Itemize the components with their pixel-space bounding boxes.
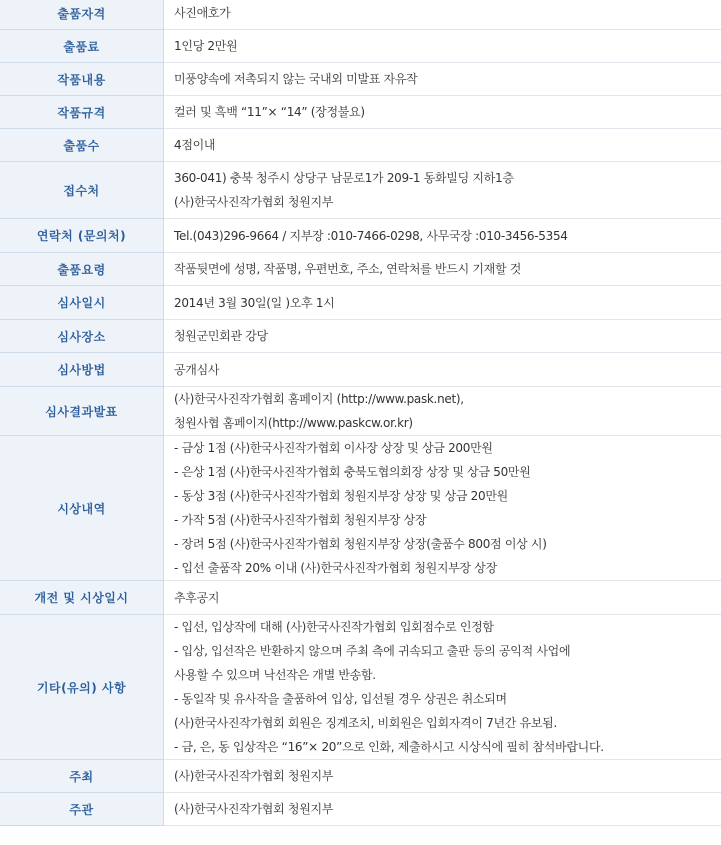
row-value-line: (사)한국사진작가협회 청원지부: [174, 769, 334, 783]
row-value: [164, 63, 721, 96]
row-value: [164, 436, 721, 581]
row-value-line: - 동상 3점 (사)한국사진작가협회 청원지부장 상장 및 상금 20만원: [174, 489, 508, 503]
row-label: 개전 및 시상일시: [0, 581, 164, 615]
row-label: 주최: [0, 760, 164, 793]
row-value-line: - 가작 5점 (사)한국사진작가협회 청원지부장 상장: [174, 513, 427, 527]
row-label: 작품내용: [0, 63, 164, 96]
row-label: 출품수: [0, 129, 164, 162]
row-submission-guide: [0, 253, 721, 286]
row-value: [164, 320, 721, 353]
row-value: [164, 162, 721, 219]
row-label: 출품요령: [0, 253, 164, 286]
row-value-line: (사)한국사진작가협회 회원은 징계조치, 비회원은 입회자격이 7년간 유보됨.: [174, 716, 557, 730]
row-value-line: 공개심사: [174, 362, 220, 377]
row-entry-fee: [0, 30, 721, 63]
row-value-line: 사진애호가: [174, 6, 231, 20]
row-label: 심사방법: [0, 353, 164, 387]
row-label: 심사장소: [0, 320, 164, 353]
row-value-line: - 은상 1점 (사)한국사진작가협회 충북도협의회장 상장 및 상금 50만원: [174, 465, 531, 479]
row-exhibition-date: [0, 581, 721, 615]
row-label: 작품규격: [0, 96, 164, 129]
row-value-line: 청원군민회관 강당: [174, 329, 268, 343]
row-value-line: 청원사협 홈페이지(http://www.paskcw.or.kr): [174, 416, 413, 430]
row-value-line: 작품뒷면에 성명, 작품명, 우편번호, 주소, 연락처를 반드시 기재할 것: [174, 262, 522, 276]
row-value-line: - 금, 은, 동 입상작은 “16”× 20”으로 인화, 제출하시고 시상식에 필히 참석바랍니다.: [174, 740, 604, 754]
row-work-content: [0, 63, 721, 96]
row-value-line: 사용할 수 있으며 낙선작은 개별 반송함.: [174, 668, 376, 682]
row-value-line: - 동일작 및 유사작을 출품하여 입상, 입선될 경우 상권은 취소되며: [174, 692, 507, 706]
row-judging-method: [0, 353, 721, 387]
row-value-line: 추후공지: [174, 590, 220, 605]
row-value-line: 미풍양속에 저촉되지 않는 국내외 미발표 자유작: [174, 72, 418, 86]
row-value: [164, 0, 721, 30]
row-judging-place: [0, 320, 721, 353]
row-value-line: 1인당 2만원: [174, 39, 238, 53]
row-value: [164, 129, 721, 162]
row-value: [164, 353, 721, 387]
row-value: [164, 581, 721, 615]
row-value: [164, 615, 721, 760]
row-value-line: - 입상, 입선작은 반환하지 않으며 주최 측에 귀속되고 출판 등의 공익적 사업에: [174, 644, 571, 658]
row-notes: [0, 615, 721, 760]
row-value-line: (사)한국사진작가협회 홈페이지 (http://www.pask.net),: [174, 392, 464, 406]
row-value-line: (사)한국사진작가협회 청원지부: [174, 195, 334, 209]
row-reception: [0, 162, 721, 219]
row-result-announcement: [0, 387, 721, 436]
row-value: [164, 387, 721, 436]
row-value: [164, 219, 721, 253]
row-label: 심사결과발표: [0, 387, 164, 436]
row-value-line: - 금상 1점 (사)한국사진작가협회 이사장 상장 및 상금 200만원: [174, 441, 493, 455]
row-label: 심사일시: [0, 286, 164, 320]
row-value-line: 360-041) 충북 청주시 상당구 남문로1가 209-1 동화빌딩 지하1층: [174, 171, 514, 185]
row-label: 연락처 (문의처): [0, 219, 164, 253]
row-value-line: 2014년 3월 30일(일 )오후 1시: [174, 295, 335, 310]
row-work-size: [0, 96, 721, 129]
row-contact: [0, 219, 721, 253]
row-host: [0, 760, 721, 793]
row-judging-date: [0, 286, 721, 320]
row-value-line: 4점이내: [174, 138, 216, 152]
row-value-line: - 입선, 입상작에 대해 (사)한국사진작가협회 입회점수로 인정함: [174, 620, 494, 634]
row-value: [164, 253, 721, 286]
row-value-line: - 장려 5점 (사)한국사진작가협회 청원지부장 상장(출품수 800점 이상 시): [174, 537, 547, 551]
row-prizes: [0, 436, 721, 581]
row-value: [164, 760, 721, 793]
row-organizer: [0, 793, 721, 826]
row-label: 접수처: [0, 162, 164, 219]
row-eligibility: [0, 0, 721, 30]
row-label: 기타(유의) 사항: [0, 615, 164, 760]
row-value-line: 컬러 및 흑백 “11”× “14” (장정불요): [174, 105, 365, 119]
row-label: 주관: [0, 793, 164, 826]
row-value: [164, 793, 721, 826]
row-label: 출품자격: [0, 0, 164, 30]
row-entry-count: [0, 129, 721, 162]
row-label: 시상내역: [0, 436, 164, 581]
row-value-line: (사)한국사진작가협회 청원지부: [174, 802, 334, 816]
row-value: [164, 286, 721, 320]
row-label: 출품료: [0, 30, 164, 63]
row-value: [164, 30, 721, 63]
row-value: [164, 96, 721, 129]
row-value-line: - 입선 출품작 20% 이내 (사)한국사진작가협회 청원지부장 상장: [174, 561, 497, 575]
row-value-line: Tel.(043)296-9664 / 지부장 :010-7466-0298, 사무국장 :010-3456-5354: [174, 228, 568, 243]
